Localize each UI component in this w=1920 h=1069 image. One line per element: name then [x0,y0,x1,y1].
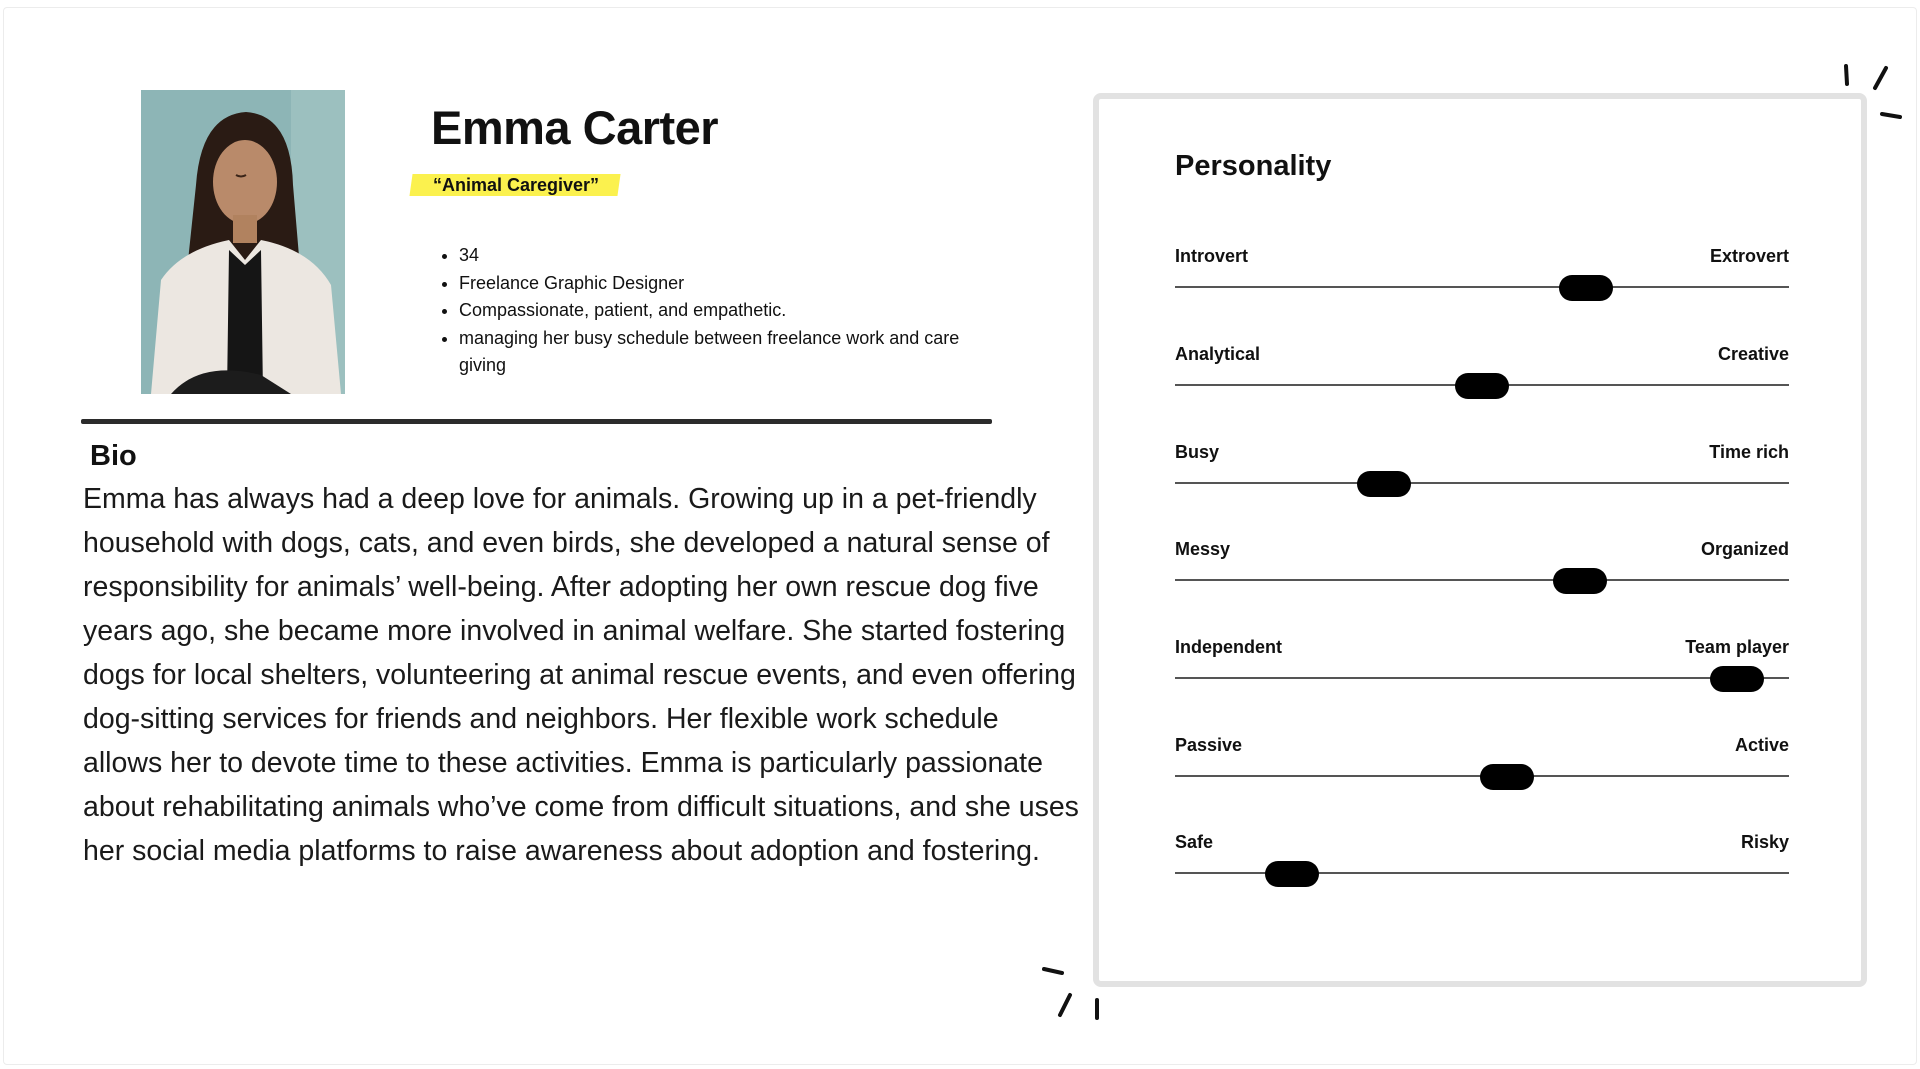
persona-facts-list [441,242,979,380]
trait-slider-knob[interactable] [1710,666,1764,692]
trait-right-label: Time rich [1709,442,1789,462]
trait-slider-knob[interactable] [1265,861,1319,887]
trait-slider-knob[interactable] [1357,471,1411,497]
trait-left-label: Messy [1175,539,1231,559]
trait-right-label: Extrovert [1709,246,1789,266]
fact-traits: • Compassionate, patient, and empathetic. [459,297,979,325]
trait-introvert-extrovert [1175,246,1789,306]
trait-independent-teamplayer [1175,637,1789,697]
trait-track [1175,286,1789,288]
portrait-illustration [141,90,345,394]
trait-analytical-creative [1175,344,1789,404]
trait-track [1175,482,1789,484]
bio-heading: Bio [90,440,137,472]
trait-track [1175,579,1789,581]
persona-tagline: “Animal Caregiver” [433,175,600,195]
section-divider [81,419,992,424]
trait-right-label: Organized [1700,539,1789,559]
trait-slider-knob[interactable] [1553,568,1607,594]
trait-right-label: Active [1734,735,1789,755]
trait-left-label: Independent [1175,637,1282,657]
trait-messy-organized [1175,539,1789,599]
personality-heading: Personality [1175,150,1332,182]
bio-text: Emma has always had a deep love for animals. Growing up in a pet-friendly household with dogs, cats, and even birds, she developed a natural sense of responsibility for animals’ well-being. After adopting her own rescue dog five years ago, she became more involved in animal welfare. She started fostering dogs for local shelters, volunteering at animal rescue events, and even offering dog-sitting services for friends and neighbors. Her flexible work schedule allows her to devote time to these activities. Emma is particularly passionate about rehabilitating animals who’ve come from difficult situations, and she uses her social media platforms to raise awareness about adoption and fostering. [83,483,1079,867]
trait-slider-knob[interactable] [1559,275,1613,301]
fact-occupation: • Freelance Graphic Designer [459,270,979,298]
trait-slider-knob[interactable] [1455,373,1509,399]
trait-left-label: Safe [1175,832,1214,852]
fact-age: • 34 [459,242,979,270]
persona-photo [141,90,345,394]
fact-challenge: • managing her busy schedule between freelance work and care giving [459,325,979,380]
trait-right-label: Creative [1717,344,1789,364]
trait-busy-timerich [1175,442,1789,502]
persona-tagline-highlight [409,174,620,196]
trait-track [1175,677,1789,679]
trait-left-label: Passive [1175,735,1243,755]
persona-name: Emma Carter [431,101,719,154]
trait-left-label: Busy [1175,442,1220,462]
trait-left-label: Introvert [1175,246,1249,266]
trait-passive-active [1175,735,1789,795]
trait-right-label: Risky [1740,832,1789,852]
trait-right-label: Team player [1685,637,1789,657]
trait-safe-risky [1175,832,1789,892]
trait-slider-knob[interactable] [1480,764,1534,790]
trait-left-label: Analytical [1175,344,1261,364]
